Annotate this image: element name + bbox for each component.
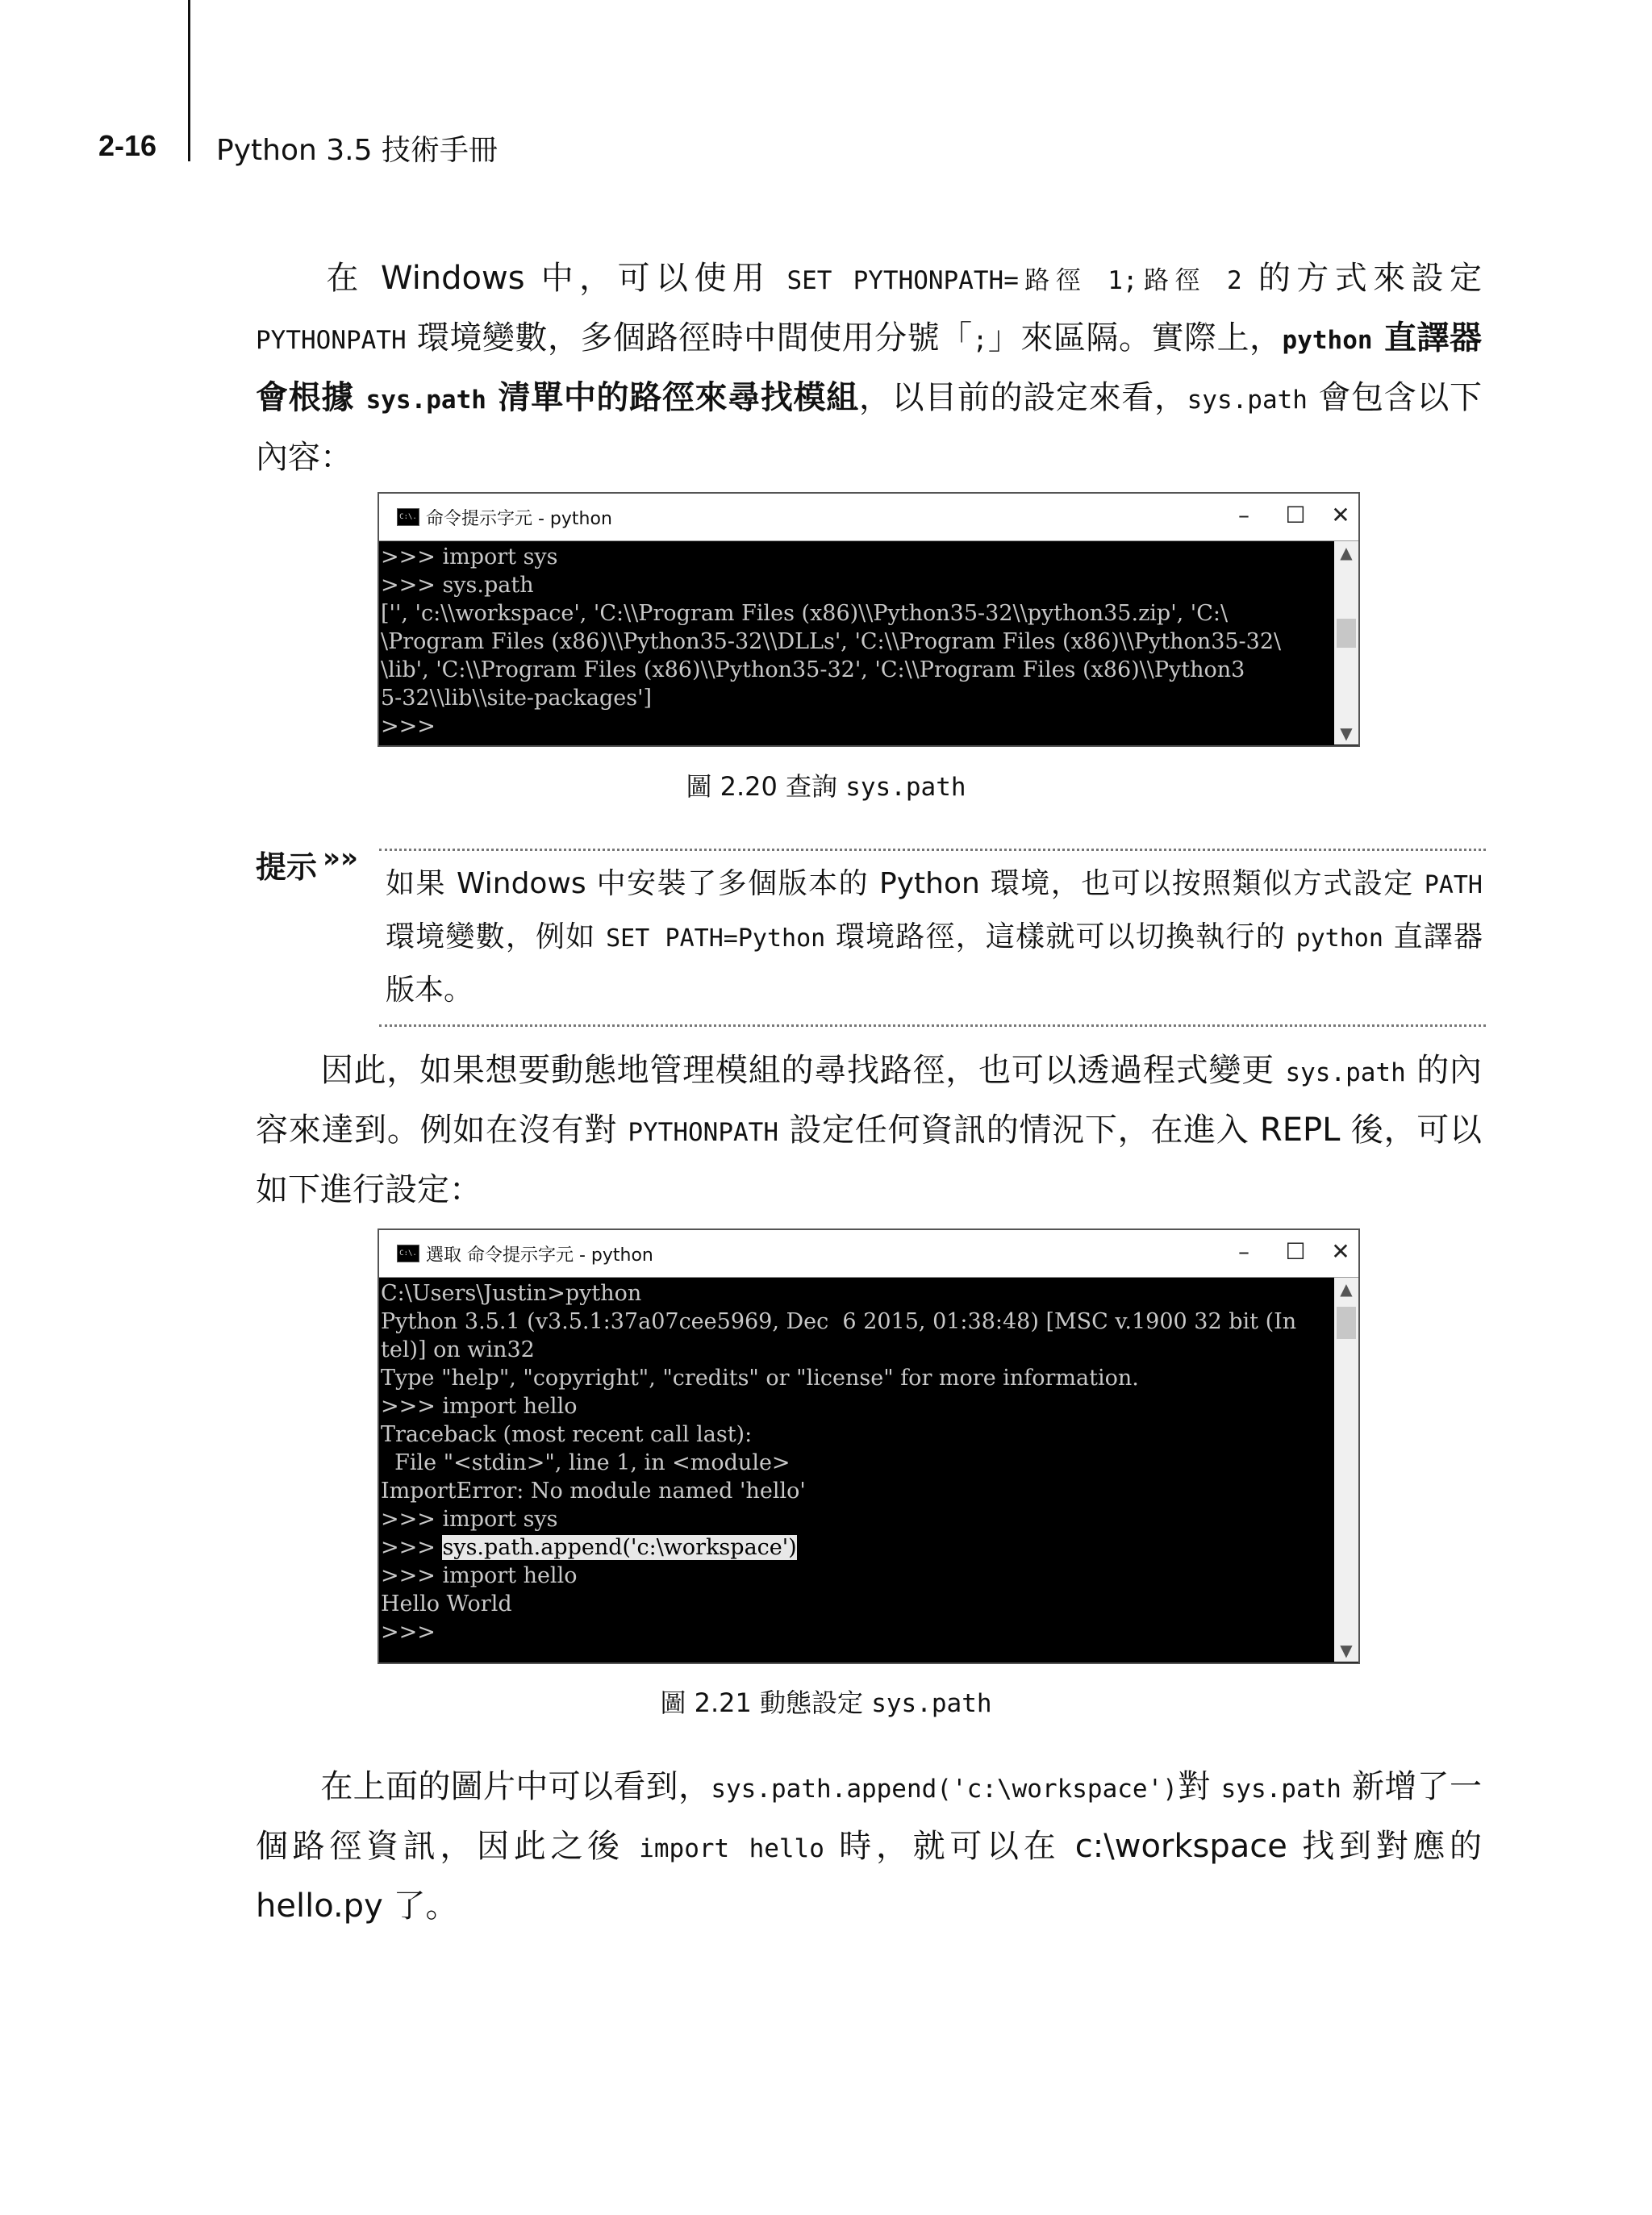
scroll-down-icon[interactable]: ▼ <box>1340 1641 1353 1660</box>
terminal-titlebar <box>379 494 1358 541</box>
tip-text: 如果 Windows 中安裝了多個版本的 Python 環境，也可以按照類似方式設定 PATH 環境變數，例如 SET PATH=Python 環境路徑，這樣就可以切換執行的 python 直譯器版本。 <box>386 867 1483 1007</box>
terminal-line: >>> import hello <box>381 1394 578 1419</box>
terminal-line: C:\Users\Justin>python <box>381 1281 642 1306</box>
terminal-line: ['', 'c:\\workspace', 'C:\\Program Files (x86)\\Python35-32\\python35.zip', 'C:\ <box>381 601 1229 626</box>
terminal-line: File "<stdin>", line 1, in <module> <box>381 1450 791 1475</box>
close-icon[interactable]: ✕ <box>1331 502 1350 528</box>
window-title: 選取 命令提示字元 - python <box>426 1245 653 1266</box>
terminal-line: >>> sys.path <box>381 573 534 598</box>
terminal-window-fig-2-21 <box>378 1228 1360 1664</box>
figure-caption-2-20: 圖 2.20 查詢 sys.path <box>686 771 966 802</box>
terminal-line: \Program Files (x86)\\Python35-32\\DLLs', 'C:\\Program Files (x86)\\Python35-32\ <box>381 629 1282 654</box>
terminal-line: >>> <box>381 1620 436 1645</box>
terminal-titlebar <box>379 1230 1358 1278</box>
terminal-line: >>> <box>381 714 436 739</box>
figure-caption-2-21: 圖 2.21 動態設定 sys.path <box>660 1687 992 1718</box>
maximize-icon[interactable]: ☐ <box>1285 502 1306 528</box>
paragraph-3: 在上面的圖片中可以看到，sys.path.append('c:\workspace')對 sys.path 新增了一個路徑資訊，因此之後 import hello 時，就可以在 c:\workspace 找到對應的 hello.py 了。 <box>256 1768 1483 1925</box>
terminal-line: >>> import hello <box>381 1563 578 1588</box>
vertical-scrollbar[interactable] <box>1334 541 1358 745</box>
prompt: >>> <box>381 1535 443 1560</box>
terminal-line: ImportError: No module named 'hello' <box>381 1479 806 1504</box>
selected-text[interactable]: sys.path.append('c:\workspace') <box>442 1535 797 1560</box>
maximize-icon[interactable]: ☐ <box>1285 1238 1306 1265</box>
header-rule <box>188 0 190 161</box>
window-title: 命令提示字元 - python <box>426 509 612 529</box>
scroll-thumb[interactable] <box>1337 1307 1356 1339</box>
terminal-line: Traceback (most recent call last): <box>381 1422 753 1447</box>
tip-top-rule <box>379 849 1486 851</box>
paragraph-2: 因此，如果想要動態地管理模組的尋找路徑，也可以透過程式變更 sys.path 的內容來達到。例如在沒有對 PYTHONPATH 設定任何資訊的情況下，在進入 REPL 後，可以如下進行設定： <box>256 1052 1483 1208</box>
scroll-thumb[interactable] <box>1337 619 1356 648</box>
terminal-line: >>> import sys <box>381 1507 558 1532</box>
terminal-line: Type "help", "copyright", "credits" or "license" for more information. <box>381 1366 1139 1391</box>
terminal-line: >>> import sys <box>381 544 558 569</box>
terminal-line: Hello World <box>381 1591 512 1616</box>
terminal-lines <box>379 541 1333 740</box>
tip-arrows-icon: »» <box>323 842 358 874</box>
terminal-line: tel)] on win32 <box>381 1337 535 1362</box>
cmd-icon: C:\. <box>397 1245 419 1262</box>
scroll-up-icon[interactable]: ▲ <box>1340 1279 1353 1299</box>
tip-bottom-rule <box>379 1024 1486 1027</box>
terminal-line <box>381 1533 1333 1562</box>
scroll-up-icon[interactable]: ▲ <box>1340 543 1353 562</box>
terminal-window-fig-2-20 <box>378 492 1360 747</box>
page-number: 2-16 <box>98 129 157 162</box>
paragraph-1: 在 Windows 中，可以使用 SET PYTHONPATH=路徑 1;路徑 2 的方式來設定 PYTHONPATH 環境變數，多個路徑時中間使用分號「;」來區隔。實際上，python 直譯器會根據 sys.path 清單中的路徑來尋找模組，以目前的設定來看，sys.path 會包含以下內容： <box>256 260 1483 476</box>
terminal-output <box>379 1278 1358 1662</box>
terminal-line: Python 3.5.1 (v3.5.1:37a07cee5969, Dec 6 2015, 01:38:48) [MSC v.1900 32 bit (In <box>381 1309 1297 1334</box>
vertical-scrollbar[interactable] <box>1334 1278 1358 1662</box>
terminal-lines <box>379 1278 1333 1646</box>
scroll-down-icon[interactable]: ▼ <box>1340 724 1353 743</box>
book-title: Python 3.5 技術手冊 <box>216 134 498 167</box>
minimize-icon[interactable]: – <box>1238 1238 1249 1265</box>
cmd-icon: C:\. <box>397 508 419 526</box>
terminal-line: 5-32\\lib\\site-packages'] <box>381 686 653 711</box>
tip-label: 提示 <box>256 849 318 885</box>
close-icon[interactable]: ✕ <box>1331 1238 1350 1265</box>
minimize-icon[interactable]: – <box>1238 502 1249 528</box>
terminal-output <box>379 541 1358 745</box>
terminal-line: \lib', 'C:\\Program Files (x86)\\Python35-32', 'C:\\Program Files (x86)\\Python3 <box>381 657 1245 682</box>
